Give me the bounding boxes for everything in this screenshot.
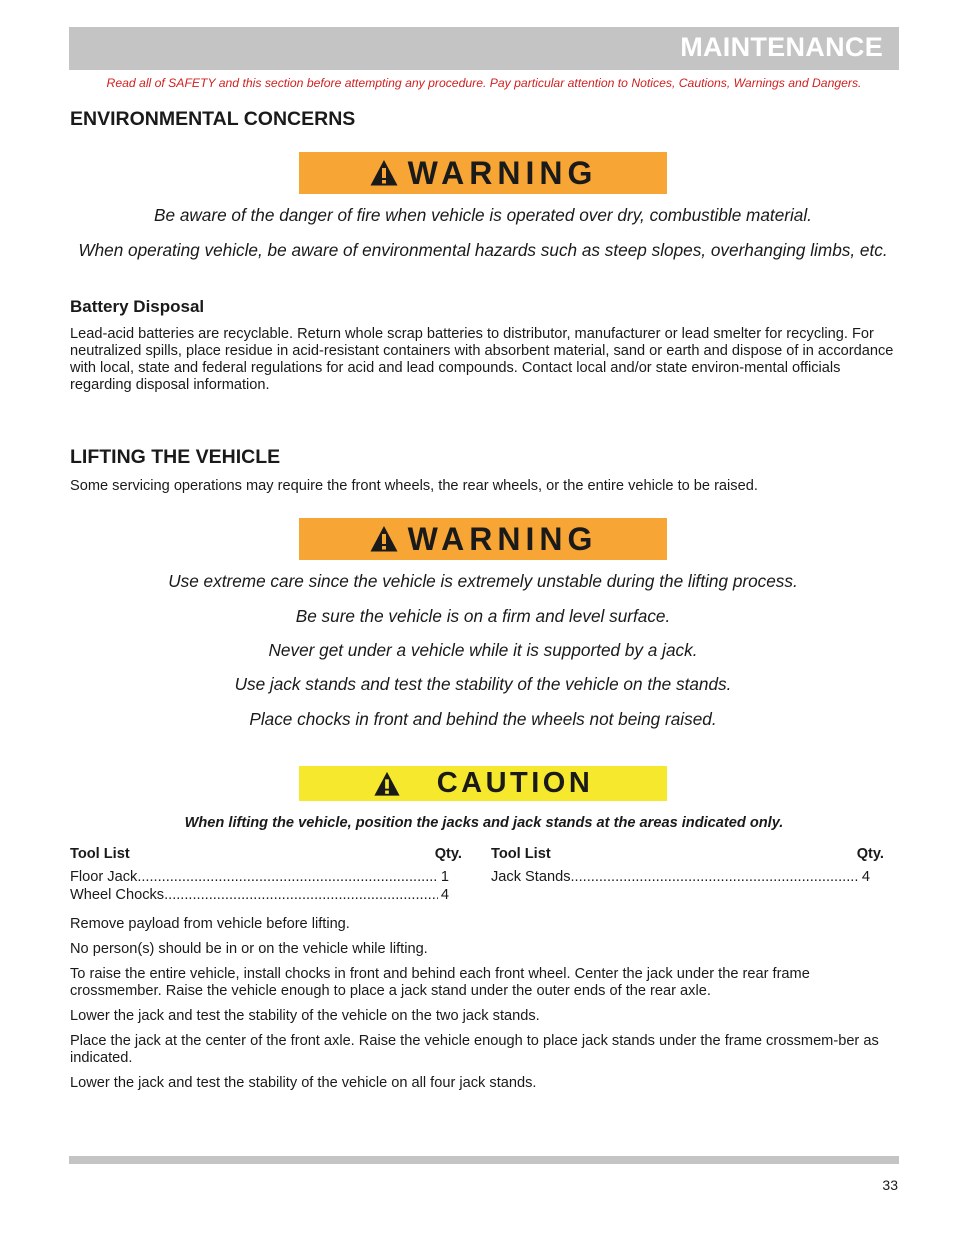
warning-banner-environmental bbox=[299, 152, 667, 194]
tool-row bbox=[70, 869, 449, 885]
caution-banner bbox=[299, 766, 667, 801]
tool-name: Jack Stands bbox=[491, 869, 571, 885]
lifting-step-3: To raise the entire vehicle, install chocks in front and behind each front wheel. Center the jack under the rear frame crossmember. Raise the vehicle enough to place a jack stand under the outer ends of the rear axle. bbox=[70, 966, 810, 999]
warning-triangle-icon bbox=[369, 158, 399, 188]
tool-list-title: Tool List bbox=[70, 846, 130, 862]
warning-triangle-icon bbox=[369, 524, 399, 554]
tool-qty: 4 bbox=[440, 887, 449, 903]
page-title: MAINTENANCE bbox=[680, 32, 883, 62]
lifting-step-5: Place the jack at the center of the front axle. Raise the vehicle enough to place jack stands under the frame crossmem-ber as indicated. bbox=[70, 1033, 879, 1066]
lifting-step-6: Lower the jack and test the stability of the vehicle on all four jack stands. bbox=[70, 1075, 537, 1091]
environmental-heading: ENVIRONMENTAL CONCERNS bbox=[70, 108, 356, 130]
lifting-step-4: Lower the jack and test the stability of the vehicle on the two jack stands. bbox=[70, 1008, 540, 1024]
tool-list-qty-header: Qty. bbox=[856, 846, 884, 862]
tool-row bbox=[70, 887, 449, 903]
lifting-heading: LIFTING THE VEHICLE bbox=[70, 446, 281, 468]
tool-name: Floor Jack bbox=[70, 869, 138, 885]
lifting-warning-5: Place chocks in front and behind the wheels not being raised. bbox=[249, 709, 717, 729]
lifting-warning-1: Use extreme care since the vehicle is extremely unstable during the lifting process. bbox=[168, 571, 798, 591]
warning-banner-lifting bbox=[299, 518, 667, 560]
footer-bar bbox=[69, 1156, 899, 1164]
leader-dots bbox=[164, 887, 438, 903]
lifting-step-2: No person(s) should be in or on the vehicle while lifting. bbox=[70, 941, 428, 957]
lifting-warning-2: Be sure the vehicle is on a firm and level surface. bbox=[295, 606, 671, 626]
caution-text: When lifting the vehicle, position the jacks and jack stands at the areas indicated only. bbox=[184, 815, 784, 831]
battery-disposal-text: Lead-acid batteries are recyclable. Return whole scrap batteries to distributor, manufacturer or lead smelter for recycling. For neutralized spills, place residue in acid-resistant containers with absorbent material, sand or earth and dispose of in accordance with local, state and federal regulations for acid and lead compounds. Contact local and/or state environ-mental officials regarding disposal information. bbox=[70, 326, 894, 393]
header-bar bbox=[69, 27, 899, 70]
tool-qty: 4 bbox=[861, 869, 870, 885]
environmental-warning-1: Be aware of the danger of fire when vehicle is operated over dry, combustible material. bbox=[154, 205, 812, 225]
lifting-warning-3: Never get under a vehicle while it is supported by a jack. bbox=[268, 640, 698, 660]
battery-disposal-heading: Battery Disposal bbox=[70, 297, 205, 316]
tool-name: Wheel Chocks bbox=[70, 887, 165, 903]
page-number: 33 bbox=[882, 1177, 898, 1193]
lifting-step-1: Remove payload from vehicle before lifting. bbox=[70, 916, 350, 932]
tool-list-left bbox=[70, 846, 462, 903]
leader-dots bbox=[571, 869, 859, 885]
tool-list-right bbox=[491, 846, 884, 885]
lifting-warning-4: Use jack stands and test the stability of the vehicle on the stands. bbox=[234, 674, 732, 694]
caution-triangle-icon bbox=[373, 770, 401, 798]
caution-label: CAUTION bbox=[436, 767, 594, 799]
warning-label: WARNING bbox=[407, 520, 598, 557]
tool-qty: 1 bbox=[440, 869, 449, 885]
tool-list-qty-header: Qty. bbox=[434, 846, 462, 862]
tool-list-header bbox=[70, 846, 462, 862]
leader-dots bbox=[137, 869, 438, 885]
warning-label: WARNING bbox=[407, 154, 598, 191]
environmental-warning-2: When operating vehicle, be aware of environmental hazards such as steep slopes, overhanging limbs, etc. bbox=[78, 240, 888, 260]
tool-row bbox=[491, 869, 870, 885]
lifting-intro: Some servicing operations may require the front wheels, the rear wheels, or the entire vehicle to be raised. bbox=[70, 478, 758, 494]
safety-note: Read all of SAFETY and this section before attempting any procedure. Pay particular attention to Notices, Cautions, Warnings and Dangers. bbox=[106, 76, 862, 90]
tool-list-header bbox=[491, 846, 884, 862]
tool-list-title: Tool List bbox=[491, 846, 551, 862]
